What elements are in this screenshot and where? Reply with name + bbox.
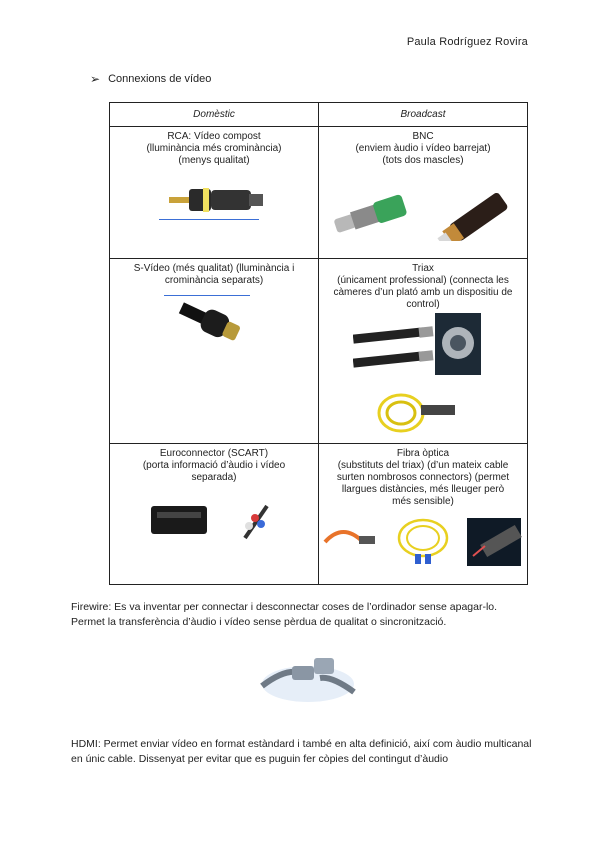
arrow-bullet-icon: ➢ [90, 72, 101, 86]
cell-svideo [110, 259, 319, 444]
underline [164, 295, 250, 296]
connectors-table [109, 102, 528, 585]
section-title: Connexions de vídeo [108, 73, 212, 85]
firewire-paragraph: Firewire: Es va inventar per connectar i desconnectar coses de l’ordinador sense apagar-lo. Permet la transferència d’àudio i vídeo sense pèrdua de qualitat o sincronització. [71, 601, 498, 628]
svideo-description: S-Vídeo (més qualitat) (lluminància i crominància separats) [133, 263, 295, 286]
hdmi-paragraph: HDMI: Permet enviar vídeo en format estàndard i també en alta definició, així com àudio multicanal en únic cable. Dissenyat per evitar que es puguin fer còpies del contingut d’àudio [71, 738, 532, 765]
scart-description: Euroconnector (SCART) (porta informació d’àudio i vídeo separada) [142, 448, 286, 483]
section-heading [90, 72, 211, 86]
scart-connector-image [149, 502, 279, 542]
fiber-connector-image [323, 512, 523, 572]
cell-bnc [319, 127, 528, 259]
rca-description: RCA: Vídeo compost (lluminància més crominància) (menys qualitat) [146, 131, 282, 166]
fiber-description: Fibra òptica (substituts del triax) (d’un mateix cable surten nombrosos connectors) (permet llargues distàncies, més lleuger però més sensible) [336, 448, 510, 507]
triax-connector-image [353, 313, 493, 443]
underline [159, 219, 259, 220]
cell-triax [319, 259, 528, 444]
firewire-connector-image [258, 646, 358, 708]
cell-scart [110, 444, 319, 585]
cell-rca [110, 127, 319, 259]
svideo-connector-image [164, 293, 264, 353]
triax-description: Triax (únicament professional) (connecta les càmeres d’un plató amb un dispositiu de control) [333, 263, 513, 310]
column-header-domestic: Domèstic [110, 103, 319, 127]
cell-fiber [319, 444, 528, 585]
author-name: Paula Rodríguez Rovira [406, 36, 528, 48]
column-header-broadcast: Broadcast [319, 103, 528, 127]
bnc-connector-image [328, 181, 518, 241]
rca-connector-image [159, 179, 269, 229]
bnc-description: BNC (enviem àudio i vídeo barrejat) (tots dos mascles) [355, 131, 491, 166]
